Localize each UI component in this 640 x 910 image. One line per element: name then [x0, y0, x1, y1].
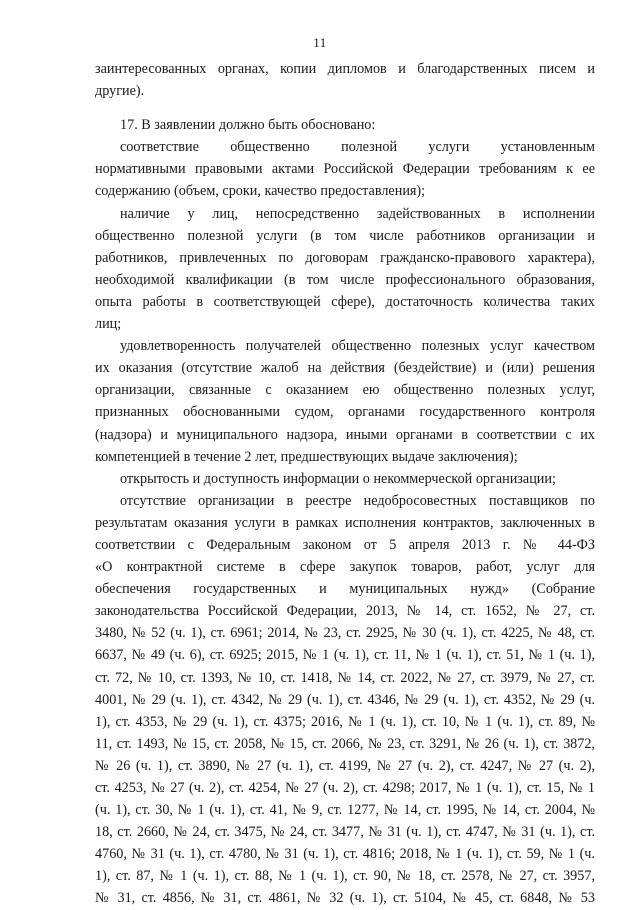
text-line: 4001, № 29 (ч. 1), ст. 4342, № 29 (ч. 1), ст. 4346, № 29 (ч. 1), ст. 4352, № 29 (ч.	[95, 691, 595, 708]
text-line: 18, ст. 2660, № 24, ст. 3475, № 24, ст. 3477, № 31 (ч. 1), ст. 4747, № 31 (ч. 1), ст.	[95, 824, 595, 841]
text-line: обеспечения государственных и муниципальных нужд» (Собрание	[95, 581, 595, 598]
text-line: признанных обоснованными судом, органами государственного контроля	[95, 404, 595, 421]
text-line: соответствии с Федеральным законом от 5 апреля 2013 г. № 44-ФЗ	[95, 536, 595, 553]
text-line: общественно полезной услуги (в том числе работников организации и	[95, 227, 595, 244]
text-line: работников, привлеченных по договорам гражданско-правового характера),	[95, 249, 595, 266]
text-line: отсутствие организации в реестре недобросовестных поставщиков по	[120, 492, 595, 509]
text-line: № 31, ст. 4856, № 31, ст. 4861, № 32 (ч. 1), ст. 5104, № 45, ст. 6848, № 53	[95, 890, 595, 907]
text-line: ст. 72, № 10, ст. 1393, № 10, ст. 1418, № 14, ст. 2022, № 27, ст. 3979, № 27, ст.	[95, 669, 595, 686]
text-line: 1), ст. 4353, № 29 (ч. 1), ст. 4375; 2016, № 1 (ч. 1), ст. 10, № 1 (ч. 1), ст. 89, №	[95, 713, 595, 730]
text-line: содержанию (объем, сроки, качество предоставления);	[95, 183, 426, 200]
text-line: опыта работы в соответствующей сфере), достаточность количества таких	[95, 293, 595, 310]
text-line: 17. В заявлении должно быть обосновано:	[120, 117, 376, 134]
text-line: (ч. 1), ст. 30, № 1 (ч. 1), ст. 41, № 9, ст. 1277, № 14, ст. 1995, № 14, ст. 2004, №	[95, 802, 595, 819]
text-line: другие).	[95, 83, 145, 100]
text-line: компетенцией в течение 2 лет, предшествующих выдаче заключения);	[95, 448, 518, 465]
text-line: организации, связанные с оказанием ею общественно полезных услуг,	[95, 382, 595, 399]
text-line: лиц;	[95, 316, 122, 333]
text-line: результатам оказания услуги в рамках исполнения контрактов, заключенных в	[95, 514, 595, 531]
text-line: соответствие общественно полезной услуги установленным	[120, 139, 595, 156]
text-line: удовлетворенность получателей общественно полезных услуг качеством	[120, 338, 595, 355]
text-line: № 26 (ч. 1), ст. 3890, № 27 (ч. 1), ст. 4199, № 27 (ч. 2), ст. 4247, № 27 (ч. 2),	[95, 757, 595, 774]
text-line: открытость и доступность информации о некоммерческой организации;	[120, 470, 556, 487]
paragraph-gap	[95, 102, 595, 114]
text-line: 1), ст. 87, № 1 (ч. 1), ст. 88, № 1 (ч. 1), ст. 90, № 18, ст. 2578, № 27, ст. 3957,	[95, 868, 595, 885]
document-body	[95, 58, 595, 910]
text-line: (надзора) и муниципального надзора, иными органами в соответствии с их	[95, 426, 595, 443]
text-line: 4760, № 31 (ч. 1), ст. 4780, № 31 (ч. 1), ст. 4816; 2018, № 1 (ч. 1), ст. 59, № 1 (ч.	[95, 846, 595, 863]
text-line: 6637, № 49 (ч. 6), ст. 6925; 2015, № 1 (ч. 1), ст. 11, № 1 (ч. 1), ст. 51, № 1 (ч. 1),	[95, 647, 595, 664]
text-line: заинтересованных органах, копии дипломов и благодарственных писем и	[95, 61, 595, 77]
text-line: наличие у лиц, непосредственно задействованных в исполнении	[120, 205, 595, 222]
text-line: их оказания (отсутствие жалоб на действия (бездействие) и (или) решения	[95, 360, 595, 377]
text-line: 11, ст. 1493, № 15, ст. 2058, № 15, ст. 2066, № 23, ст. 3291, № 26 (ч. 1), ст. 3872,	[95, 735, 595, 752]
text-line: законодательства Российской Федерации, 2013, № 14, ст. 1652, № 27, ст.	[95, 603, 595, 620]
text-line: ст. 4253, № 27 (ч. 2), ст. 4254, № 27 (ч. 2), ст. 4298; 2017, № 1 (ч. 1), ст. 15, № 1	[95, 780, 595, 796]
text-line: нормативными правовыми актами Российской Федерации требованиям к ее	[95, 161, 595, 178]
text-line: «О контрактной системе в сфере закупок товаров, работ, услуг для	[95, 559, 595, 576]
page-number: 11	[313, 35, 327, 50]
text-line: необходимой квалификации (в том числе профессионального образования,	[95, 271, 595, 288]
text-line: 3480, № 52 (ч. 1), ст. 6961; 2014, № 23, ст. 2925, № 30 (ч. 1), ст. 4225, № 48, ст.	[95, 625, 595, 642]
